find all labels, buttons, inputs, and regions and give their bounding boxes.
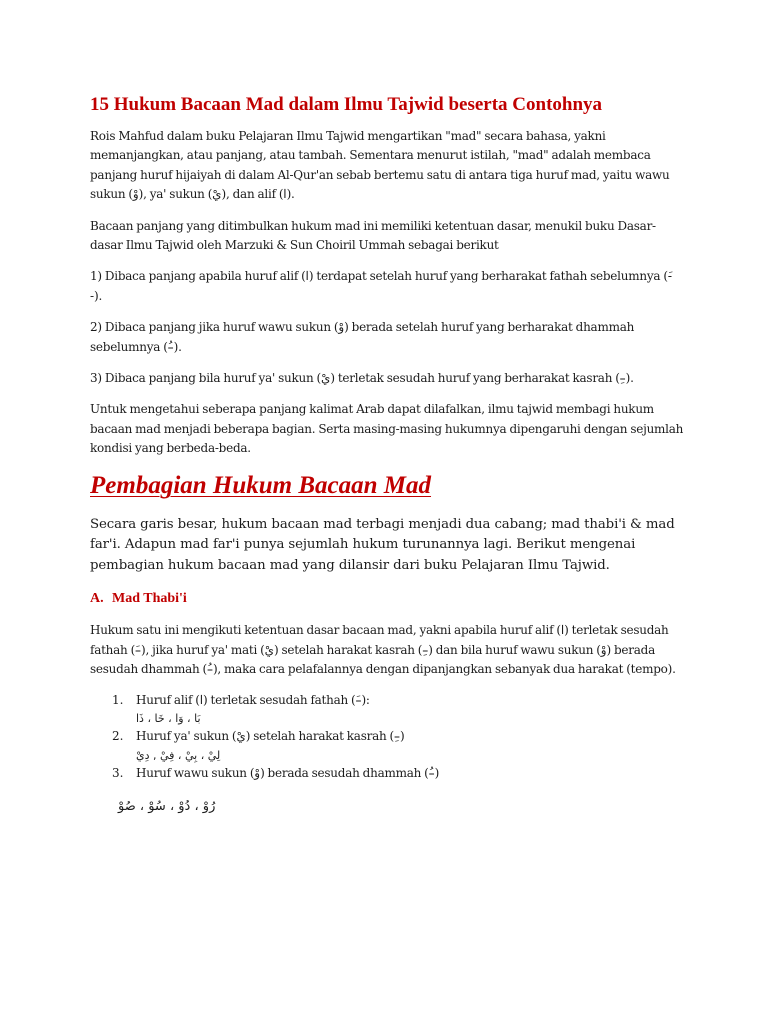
rule-3-paragraph: 3) Dibaca panjang bila huruf ya' sukun (يْ) terletak sesudah huruf yang berharakat kasrah (–ِ).: [90, 371, 634, 386]
list-item: [90, 691, 686, 727]
example-list: [90, 691, 686, 783]
subsection-paragraph: Hukum satu ini mengikuti ketentuan dasar bacaan mad, yakni apabila huruf alif (ا) terletak sesudah fathah (–َ), jika huruf ya' mati (يْ) setelah harakat kasrah (–ِ) dan bila huruf wawu sukun (وْ) berada sesudah dhammah (–ُ), maka cara pelafalannya dengan dipanjangkan sebanyak dua harakat (tempo).: [90, 623, 676, 677]
list-item-arabic-example: بَا ، وَا ، خَا ، ذَا: [136, 712, 201, 726]
section-paragraph: Secara garis besar, hukum bacaan mad terbagi menjadi dua cabang; mad thabi'i & mad far'i. Adapun mad far'i punya sejumlah hukum turunannya lagi. Berikut mengenai pembagian hukum bacaan mad yang dilansir dari buku Pelajaran Ilmu Tajwid.: [90, 516, 675, 573]
list-item-text: Huruf ya' sukun (يْ) setelah harakat kasrah (–ِ): [136, 729, 405, 744]
list-item-arabic-example: لِيْ ، بِيْ ، فِيْ , دِيْ: [136, 748, 221, 762]
subsection-heading: [90, 590, 686, 608]
section-heading: Pembagian Hukum Bacaan Mad: [90, 471, 432, 499]
list-item: [90, 727, 686, 763]
list-item-number: 2.: [112, 729, 124, 744]
rule-2-paragraph: 2) Dibaca panjang jika huruf wawu sukun (وْ) berada setelah huruf yang berharakat dhammah sebelumnya (–ُ).: [90, 320, 635, 354]
arabic-example-wawu: رُوْ ، دُوْ ، سُوْ ، صُوْ: [118, 798, 216, 814]
intro-paragraph-1: Rois Mahfud dalam buku Pelajaran Ilmu Tajwid mengartikan "mad" secara bahasa, yakni memanjangkan, atau panjang, atau tambah. Sementara menurut istilah, "mad" adalah membaca panjang huruf hijaiyah di dalam Al-Qur'an sebab bertemu satu di antara tiga huruf mad, yaitu wawu sukun (وْ), ya' sukun (يْ), dan alif (ا).: [90, 129, 670, 202]
list-item-text: Huruf wawu sukun (وْ) berada sesudah dhammah (–ُ): [136, 765, 440, 780]
intro-paragraph-2: Bacaan panjang yang ditimbulkan hukum mad ini memiliki ketentuan dasar, menukil buku Dasar-dasar Ilmu Tajwid oleh Marzuki & Sun Choiril Ummah sebagai berikut: [90, 218, 656, 253]
subsection-title: Mad Thabi'i: [112, 591, 187, 607]
intro-paragraph-conclusion: Untuk mengetahui seberapa panjang kalimat Arab dapat dilafalkan, ilmu tajwid membagi hukum bacaan mad menjadi beberapa bagian. Serta masing-masing hukumnya dipengaruhi dengan sejumlah kondisi yang berbeda-beda.: [90, 402, 684, 456]
rule-1-paragraph: 1) Dibaca panjang apabila huruf alif (ا) terdapat setelah huruf yang berharakat fathah sebelumnya (-َ -).: [90, 269, 673, 303]
document-page: [90, 94, 686, 817]
subsection-number: A.: [90, 591, 104, 607]
list-item-number: 1.: [112, 692, 124, 707]
page-title: 15 Hukum Bacaan Mad dalam Ilmu Tajwid beserta Contohnya: [90, 94, 603, 115]
list-item: [90, 764, 686, 783]
list-item-number: 3.: [112, 765, 124, 780]
list-item-text: Huruf alif (ا) terletak sesudah fathah (–َ):: [136, 692, 370, 707]
